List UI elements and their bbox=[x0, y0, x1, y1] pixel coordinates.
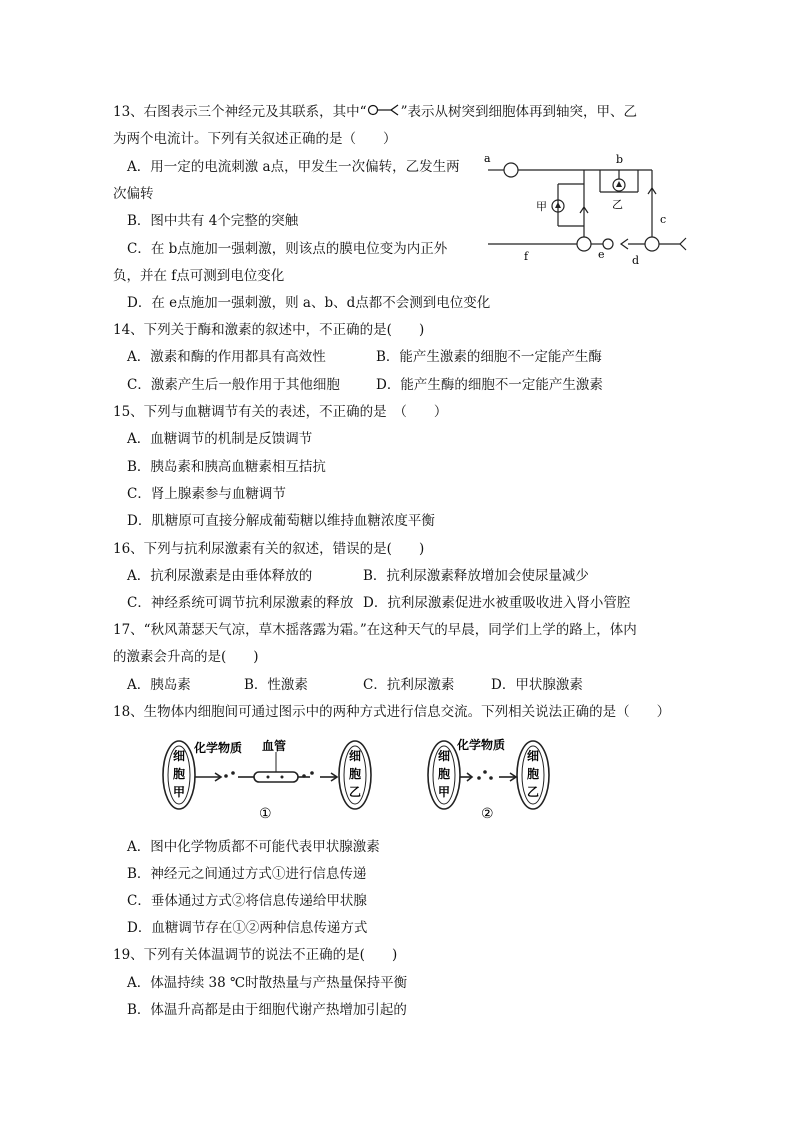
q14-option-a: A．激素和酶的作用都具有高效性 bbox=[127, 349, 326, 365]
cell-a-char2: 胞 bbox=[173, 767, 186, 781]
label-b: b bbox=[616, 153, 624, 166]
q13-option-a-line2: 次偏转 bbox=[113, 186, 154, 202]
q13-stem-line2: 为两个电流计。下列有关叙述正确的是（ ） bbox=[113, 131, 397, 147]
cell-a2-char1: 细 bbox=[438, 749, 451, 763]
label-c: c bbox=[660, 213, 667, 226]
q13-stem-line1: 13、右图表示三个神经元及其联系，其中“ ”表示从树突到细胞体再到轴突，甲、乙 bbox=[113, 104, 637, 120]
q14-option-c: C．激素产生后一般作用于其他细胞 bbox=[127, 377, 340, 393]
q15-option-a: A．血糖调节的机制是反馈调节 bbox=[127, 431, 313, 447]
q17-stem-line2: 的激素会升高的是( ) bbox=[113, 649, 259, 665]
q16-option-a: A．抗利尿激素是由垂体释放的 bbox=[127, 568, 313, 584]
q13-option-d: D．在 e点施加一强刺激，则 a、b、d点都不会测到电位变化 bbox=[127, 295, 491, 311]
neuron-symbol-icon bbox=[367, 104, 401, 118]
label-a: a bbox=[484, 152, 491, 165]
q18-option-a: A．图中化学物质都不可能代表甲状腺激素 bbox=[127, 839, 380, 855]
cell-b-char3: 乙 bbox=[349, 785, 362, 799]
q13-option-b: B．图中共有 4个完整的突触 bbox=[127, 213, 299, 229]
cell-a-char1: 细 bbox=[173, 749, 186, 763]
q17-option-c: C．抗利尿激素 bbox=[363, 677, 455, 693]
cell-a-char3: 甲 bbox=[173, 785, 186, 799]
chem-label-1: 化学物质 bbox=[194, 741, 243, 755]
diagram-number-2: ② bbox=[481, 806, 494, 822]
q18-option-c: C．垂体通过方式②将信息传递给甲状腺 bbox=[127, 893, 367, 909]
q17-option-a: A．胰岛素 bbox=[127, 677, 191, 693]
q18-option-d: D．血糖调节存在①②两种信息传递方式 bbox=[127, 920, 368, 936]
q17-option-b: B．性激素 bbox=[244, 677, 308, 693]
q16-option-d: D．抗利尿激素促进水被重吸收进入肾小管腔 bbox=[363, 595, 631, 611]
cell-a2-char3: 甲 bbox=[438, 785, 451, 799]
cell-a2-char2: 胞 bbox=[438, 767, 451, 781]
label-d: d bbox=[632, 254, 640, 267]
cell-b-char1: 细 bbox=[349, 749, 362, 763]
q18-stem: 18、生物体内细胞间可通过图示中的两种方式进行信息交流。下列相关说法正确的是（ ） bbox=[113, 704, 671, 720]
q16-option-c: C．神经系统可调节抗利尿激素的释放 bbox=[127, 595, 354, 611]
q16-option-b: B．抗利尿激素释放增加会使尿量减少 bbox=[363, 568, 589, 584]
q15-option-d: D．肌糖原可直接分解成葡萄糖以维持血糖浓度平衡 bbox=[127, 513, 435, 529]
neuron-circuit-diagram bbox=[480, 148, 690, 268]
q17-stem-line1: 17、“秋风萧瑟天气凉，草木摇落露为霜。”在这种天气的早晨，同学们上学的路上，体内 bbox=[113, 622, 637, 638]
q16-stem: 16、下列与抗利尿激素有关的叙述，错误的是( ) bbox=[113, 541, 425, 557]
cell-b-char2: 胞 bbox=[349, 767, 362, 781]
q13-option-c-line2: 负，并在 f点可测到电位变化 bbox=[113, 268, 285, 284]
cell-b2-char2: 胞 bbox=[527, 767, 540, 781]
q13-option-c-line1: C．在 b点施加一强刺激，则该点的膜电位变为内正外 bbox=[127, 241, 448, 257]
signal-diagram-1 bbox=[160, 732, 380, 824]
label-jia: 甲 bbox=[536, 200, 547, 213]
q15-option-b: B．胰岛素和胰高血糖素相互拮抗 bbox=[127, 459, 326, 475]
q17-option-d: D．甲状腺激素 bbox=[491, 677, 583, 693]
cell-b2-char1: 细 bbox=[527, 749, 540, 763]
cell-b2-char3: 乙 bbox=[527, 785, 540, 799]
signal-diagram-2 bbox=[425, 732, 555, 824]
chem-label-2: 化学物质 bbox=[457, 738, 506, 752]
diagram-number-1: ① bbox=[259, 806, 272, 822]
label-e: e bbox=[598, 248, 605, 261]
q15-stem: 15、下列与血糖调节有关的表述，不正确的是 （ ） bbox=[113, 404, 448, 420]
q19-option-a: A．体温持续 38 ℃时散热量与产热量保持平衡 bbox=[127, 975, 408, 991]
q14-stem: 14、下列关于酶和激素的叙述中，不正确的是( ) bbox=[113, 322, 425, 338]
q19-stem: 19、下列有关体温调节的说法不正确的是( ) bbox=[113, 947, 398, 963]
vessel-label: 血管 bbox=[262, 739, 287, 753]
q13-option-a-line1: A．用一定的电流刺激 a点，甲发生一次偏转，乙发生两 bbox=[127, 159, 460, 175]
q14-option-d: D．能产生酶的细胞不一定能产生激素 bbox=[376, 377, 603, 393]
label-f: f bbox=[524, 250, 529, 263]
q19-option-b: B．体温升高都是由于细胞代谢产热增加引起的 bbox=[127, 1002, 407, 1018]
q14-option-b: B．能产生激素的细胞不一定能产生酶 bbox=[376, 349, 602, 365]
q18-option-b: B．神经元之间通过方式①进行信息传递 bbox=[127, 866, 367, 882]
label-yi: 乙 bbox=[612, 198, 623, 211]
q15-option-c: C．肾上腺素参与血糖调节 bbox=[127, 486, 286, 502]
